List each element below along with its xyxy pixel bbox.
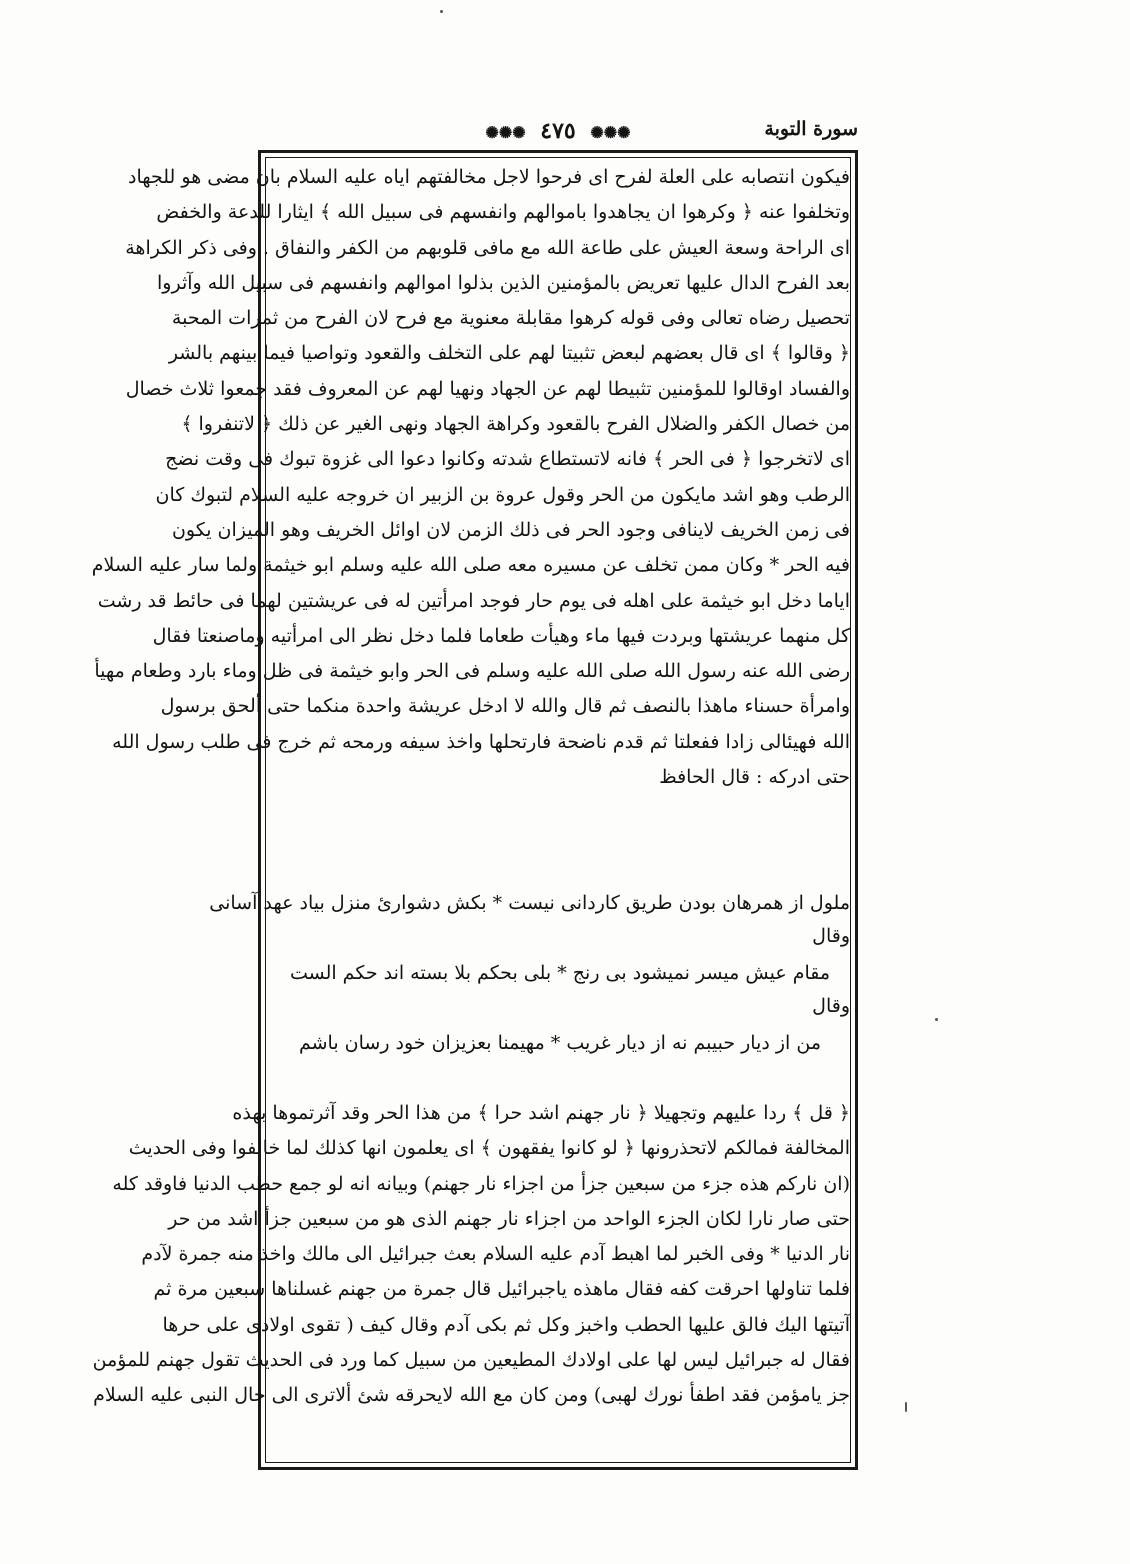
text-line: جز يامؤمن فقد اطفأ نورك لهبى) ومن كان مع الله لايحرقه شئ ألاترى الى حال النبى عليه السلام <box>93 1384 850 1407</box>
scan-speck <box>440 10 443 13</box>
page-number: ٤٧٥ <box>540 118 576 144</box>
text-line: وامرأة حسناء ماهذا بالنصف ثم قال والله لا ادخل عريشة واحدة منكما حتى ألحق برسول <box>160 695 850 718</box>
text-line: فلما تناولها احرقت كفه فقال ماهذه ياجبرائيل قال جمرة من جهنم غسلناها سبعين مرة ثم <box>153 1278 850 1301</box>
main-text-top <box>91 160 850 795</box>
ornament-left-icon: ✺✺✺ <box>485 123 526 142</box>
surah-title: سورة التوبة <box>764 118 858 140</box>
text-line: الله فهيئالى زادا ففعلتا ثم قدم ناضحة فارتحلها واخذ سيفه ورمحه ثم خرج فى طلب رسول الله <box>112 730 850 753</box>
poem-verse: مقام عيش ميسر نميشود بى رنج * بلى بحكم بلا بسته اند حكم الست <box>289 962 831 984</box>
text-line: فيه الحر * وكان ممن تخلف عن مسيره معه صلى الله عليه وسلم ابو خيثمة ولما سار عليه السلام <box>91 554 850 577</box>
scan-speck <box>905 1402 907 1412</box>
text-line: اى الراحة وسعة العيش على طاعة الله مع مافى قلوبهم من الكفر والنفاق . وفى ذكر الكراهة <box>125 236 850 259</box>
poem-label: وقال <box>812 925 850 947</box>
page-header <box>258 118 858 146</box>
text-line: حتى صار نارا لكان الجزء الواحد من اجزاء نار جهنم الذى هو من سبعين جزأ اشد من حر <box>168 1207 850 1230</box>
text-line: فى زمن الخريف لاينافى وجود الحر فى ذلك الزمن لان اوائل الخريف وهو الميزان يكون <box>171 518 850 541</box>
text-line: بعد الفرح الدال عليها تعريض بالمؤمنين الذين بذلوا اموالهم وانفسهم فى سبيل الله وآثروا <box>157 271 850 294</box>
text-line: فيكون انتصابه على العلة لفرح اى فرحوا لاجل مخالفتهم اياه عليه السلام بان مضى هو للجهاد <box>127 166 850 188</box>
text-line: فقال له جبرائيل ليس لها على اولادك المطيعين من سبيل كما ورد فى الحديث تقول جهنم للمؤمن <box>92 1349 850 1372</box>
poem-verse: ملول از همرهان بودن طريق كاردانى نيست * بكش دشوارئ منزل بياد عهد آسانى <box>209 892 850 914</box>
page-number-group <box>485 118 630 144</box>
text-line: رضى الله عنه رسول الله صلى الله عليه وسلم فى الحر وابو خيثمة فى ظل وماء بارد وطعام مهيأ <box>94 660 850 683</box>
text-line: من خصال الكفر والضلال الفرح بالقعود وكراهة الجهاد ونهى الغير عن ذلك ﴿ لاتنفروا ﴾ <box>181 413 850 436</box>
text-line: ﴿ قل ﴾ ردا عليهم وتجهيلا ﴿ نار جهنم اشد حرا ﴾ من هذا الحر وقد آثرتموها بهذه <box>232 1102 850 1124</box>
text-line: ﴿ وقالوا ﴾ اى قال بعضهم لبعض تثبيتا لهم على التخلف والقعود وتواصيا فيما بينهم بالشر <box>168 342 850 365</box>
text-line: المخالفة فمالكم لاتحذرونها ﴿ لو كانوا يفقهون ﴾ اى يعلمون انها كذلك لما خالفوا وفى الحديث <box>128 1137 850 1160</box>
text-line: (ان ناركم هذه جزء من سبعين جزأ من اجزاء نار جهنم) وبيانه انه لو جمع حطب الدنيا فاوقد كله <box>112 1172 850 1195</box>
text-line: حتى ادركه : قال الحافظ <box>659 766 850 789</box>
text-line: تحصيل رضاه تعالى وفى قوله كرهوا مقابلة معنوية مع فرح لان الفرح من ثمرات المحبة <box>171 307 850 330</box>
main-text-bottom <box>92 1096 850 1414</box>
text-line: الرطب وهو اشد مايكون من الحر وقول عروة بن الزبير ان خروجه عليه السلام لتبوك كان <box>155 483 850 506</box>
poem-label: وقال <box>812 995 850 1017</box>
text-line: اى لاتخرجوا ﴿ فى الحر ﴾ فانه لاتستطاع شدته وكانوا دعوا الى غزوة تبوك فى وقت نضج <box>165 448 850 471</box>
poem-block <box>209 886 850 1060</box>
text-line: وتخلفوا عنه ﴿ وكرهوا ان يجاهدوا باموالهم وانفسهم فى سبيل الله ﴾ ايثارا للدعة والخفض <box>156 201 850 224</box>
text-line: اياما دخل ابو خيثمة على اهله فى يوم حار فوجد امرأتين له فى عريشتين لهما فى حائط قد رشت <box>97 589 850 612</box>
text-line: آتيتها اليك فالق عليها الحطب واخبز وكل ثم بكى آدم وقال كيف ( تقوى اولادى على حرها <box>162 1313 850 1336</box>
poem-verse: من از ديار حبيبم نه از ديار غريب * مهيمنا بعزيزان خود رسان باشم <box>298 1032 822 1054</box>
text-line: والفساد اوقالوا للمؤمنين تثبيطا لهم عن الجهاد ونهيا لهم عن المعروف فقد جمعوا ثلاث خصال <box>125 377 850 400</box>
ornament-right-icon: ✺✺✺ <box>590 123 631 142</box>
scan-speck <box>935 1018 938 1021</box>
text-line: كل منهما عريشتها وبردت فيها ماء وهيأت طعاما فلما دخل نظر الى امرأتيه وماصنعتا فقال <box>152 624 850 647</box>
text-line: نار الدنيا * وفى الخبر لما اهبط آدم عليه السلام بعث جبرائيل الى مالك واخذ منه جمرة لآدم <box>141 1243 850 1266</box>
